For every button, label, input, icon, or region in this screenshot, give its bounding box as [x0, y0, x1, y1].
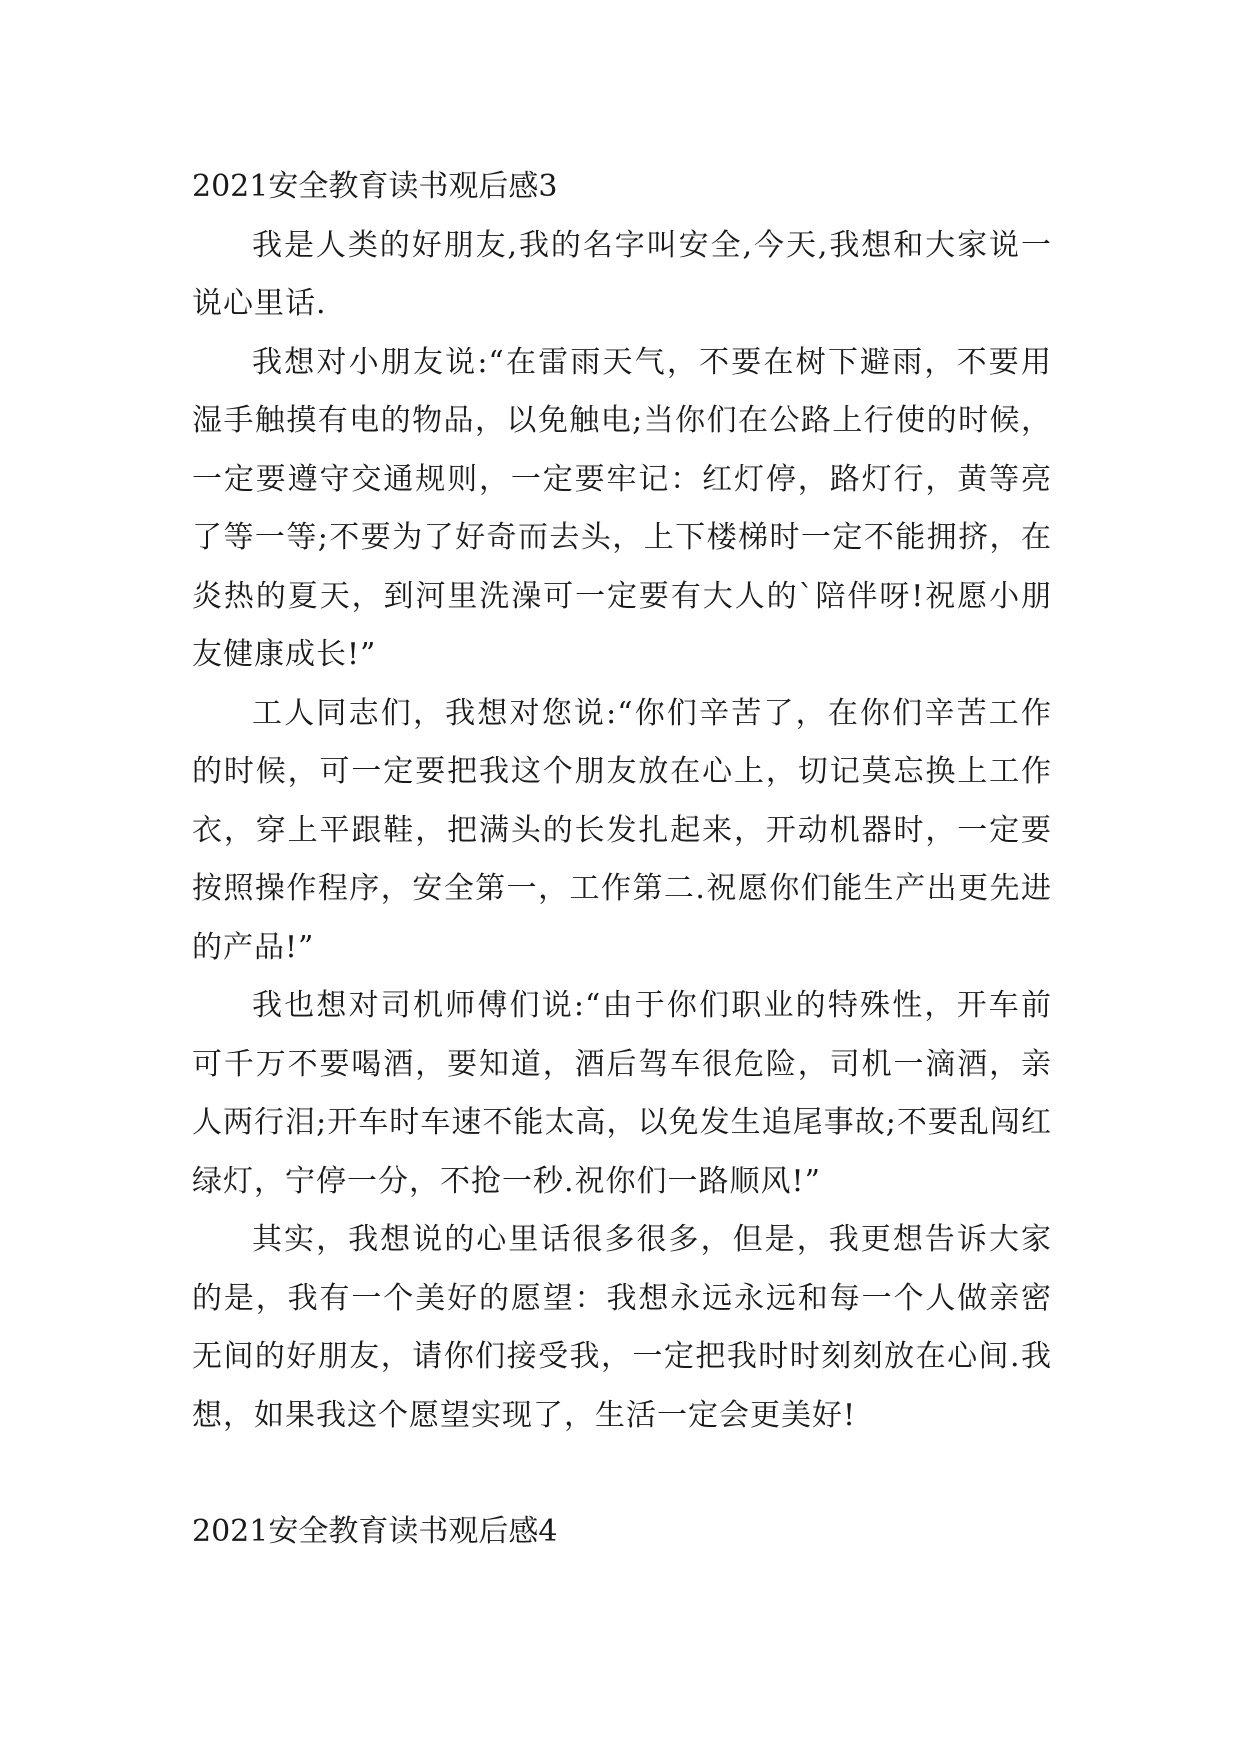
- paragraph: 我想对小朋友说:“在雷雨天气，不要在树下避雨，不要用湿手触摸有电的物品，以免触电;当你们在公路上行使的时候，一定要遵守交通规则，一定要牢记：红灯停，路灯行，黄等亮了等一等;不要为了好奇而去头，上下楼梯时一定不能拥挤，在炎热的夏天，到河里洗澡可一定要有大人的`陪伴呀!祝愿小朋友健康成长!”: [192, 344, 1052, 672]
- paragraph: 我也想对司机师傅们说:“由于你们职业的特殊性，开车前可千万不要喝酒，要知道，酒后驾车很危险，司机一滴酒，亲人两行泪;开车时车速不能太高，以免发生追尾事故;不要乱闯红绿灯，宁停一分，不抢一秒.祝你们一路顺风!”: [192, 988, 1052, 1199]
- document-body: [192, 158, 1052, 1562]
- paragraph: 其实，我想说的心里话很多很多，但是，我更想告诉大家的是，我有一个美好的愿望：我想永远永远和每一个人做亲密无间的好朋友，请你们接受我，一定把我时时刻刻放在心间.我想，如果我这个愿望实现了，生活一定会更美好!: [192, 1222, 1052, 1433]
- section-title: 2021安全教育读书观后感4: [192, 1514, 558, 1549]
- paragraph: 工人同志们，我想对您说:“你们辛苦了，在你们辛苦工作的时候，可一定要把我这个朋友放在心上，切记莫忘换上工作衣，穿上平跟鞋，把满头的长发扎起来，开动机器时，一定要按照操作程序，安全第一，工作第二.祝愿你们能生产出更先进的产品!”: [192, 695, 1052, 965]
- section-title: 2021安全教育读书观后感3: [192, 169, 558, 204]
- paragraph: 我是人类的好朋友,我的名字叫安全,今天,我想和大家说一说心里话.: [192, 227, 1052, 321]
